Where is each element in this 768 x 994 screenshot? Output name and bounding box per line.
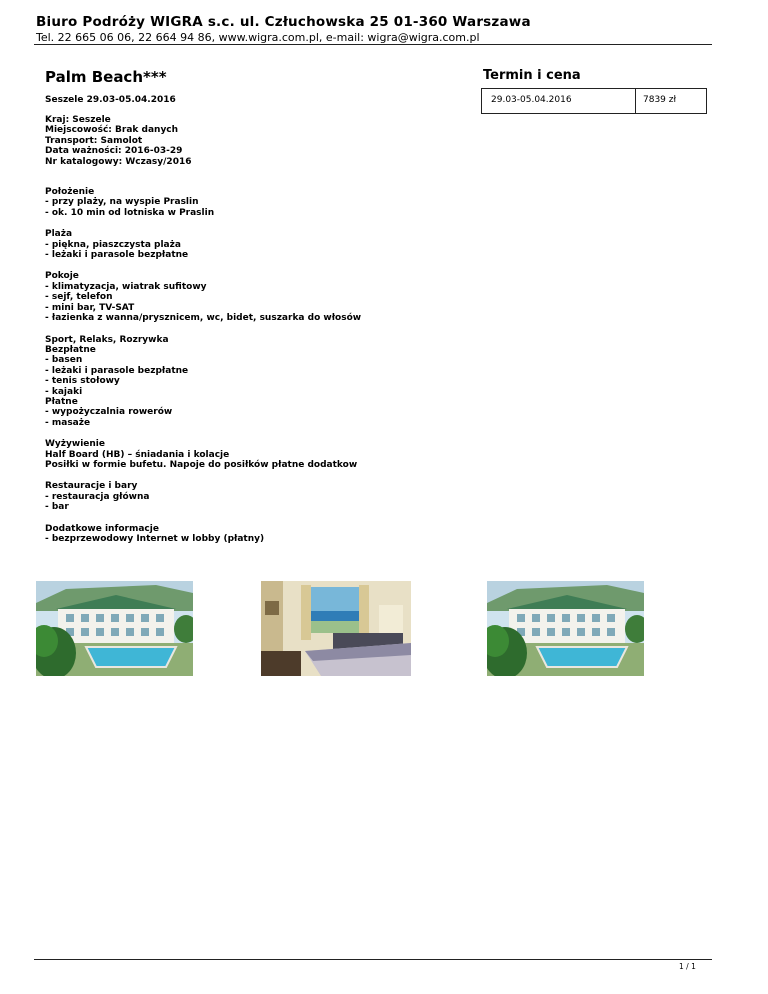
section-line: - bezprzewodowy Internet w lobby (płatny) bbox=[45, 534, 265, 544]
section-line: - kajaki bbox=[45, 386, 83, 397]
pricing-title: Termin i cena bbox=[483, 68, 581, 83]
hotel-photo-3 bbox=[487, 581, 644, 676]
meta-line: Nr katalogowy: Wczasy/2016 bbox=[45, 156, 192, 167]
meta-line: Miejscowość: Brak danych bbox=[45, 125, 179, 136]
offer-title: Palm Beach*** bbox=[45, 68, 167, 86]
offer-sections bbox=[45, 187, 465, 544]
section-line: - ok. 10 min od lotniska w Praslin bbox=[45, 207, 215, 218]
offer-section bbox=[45, 335, 465, 429]
offer-details bbox=[45, 68, 465, 544]
offer-subtitle: Seszele 29.03-05.04.2016 bbox=[45, 95, 176, 105]
section-heading: Restauracje i bary bbox=[45, 481, 138, 492]
price-date: 29.03-05.04.2016 bbox=[482, 89, 636, 113]
section-heading: Położenie bbox=[45, 187, 95, 198]
section-heading: Sport, Relaks, Rozrywka bbox=[45, 334, 169, 345]
meta-line: Data ważności: 2016-03-29 bbox=[45, 146, 183, 157]
section-heading: Pokoje bbox=[45, 271, 79, 282]
section-line: - sejf, telefon bbox=[45, 292, 113, 303]
section-heading: Plaża bbox=[45, 229, 73, 240]
section-line: - leżaki i parasole bezpłatne bbox=[45, 365, 189, 376]
company-header: Biuro Podróży WIGRA s.c. ul. Człuchowska 25 01-360 Warszawa bbox=[36, 14, 531, 30]
meta-line: Kraj: Seszele bbox=[45, 115, 111, 125]
offer-section bbox=[45, 271, 465, 323]
company-contact: Tel. 22 665 06 06, 22 664 94 86, www.wigra.com.pl, e-mail: wigra@wigra.com.pl bbox=[36, 31, 480, 44]
section-line: - mini bar, TV-SAT bbox=[45, 302, 135, 313]
hotel-photo-1 bbox=[36, 581, 193, 676]
section-heading: Wyżywienie bbox=[45, 439, 105, 450]
section-line: - wypożyczalnia rowerów bbox=[45, 407, 173, 418]
section-line: - klimatyzacja, wiatrak sufitowy bbox=[45, 281, 207, 292]
section-line: Płatne bbox=[45, 396, 78, 407]
price-table bbox=[481, 88, 707, 114]
offer-section bbox=[45, 439, 465, 470]
hotel-photo-2 bbox=[261, 581, 411, 676]
pricing-heading bbox=[483, 68, 581, 84]
section-line: - piękna, piaszczysta plaża bbox=[45, 239, 181, 250]
page-number: 1 / 1 bbox=[679, 962, 696, 971]
section-line: - masaże bbox=[45, 417, 91, 428]
offer-section bbox=[45, 229, 465, 260]
section-line: - tenis stołowy bbox=[45, 376, 120, 387]
section-line: - restauracja główna bbox=[45, 491, 150, 502]
section-heading: Dodatkowe informacje bbox=[45, 523, 159, 534]
header-divider bbox=[34, 44, 712, 45]
section-line: - bar bbox=[45, 502, 69, 513]
offer-section bbox=[45, 481, 465, 512]
section-line: Posiłki w formie bufetu. Napoje do posiłków płatne dodatkow bbox=[45, 459, 358, 470]
price-value: 7839 zł bbox=[643, 95, 677, 105]
footer-divider bbox=[34, 959, 712, 960]
section-line: Bezpłatne bbox=[45, 344, 96, 355]
section-line: - leżaki i parasole bezpłatne bbox=[45, 250, 189, 261]
offer-section bbox=[45, 524, 465, 545]
meta-line: Transport: Samolot bbox=[45, 135, 143, 146]
offer-section bbox=[45, 187, 465, 218]
offer-meta bbox=[45, 115, 465, 167]
section-line: - łazienka z wanna/prysznicem, wc, bidet, suszarka do włosów bbox=[45, 313, 362, 324]
section-line: - basen bbox=[45, 355, 83, 366]
section-line: Half Board (HB) – śniadania i kolacje bbox=[45, 449, 230, 460]
section-line: - przy plaży, na wyspie Praslin bbox=[45, 197, 199, 208]
